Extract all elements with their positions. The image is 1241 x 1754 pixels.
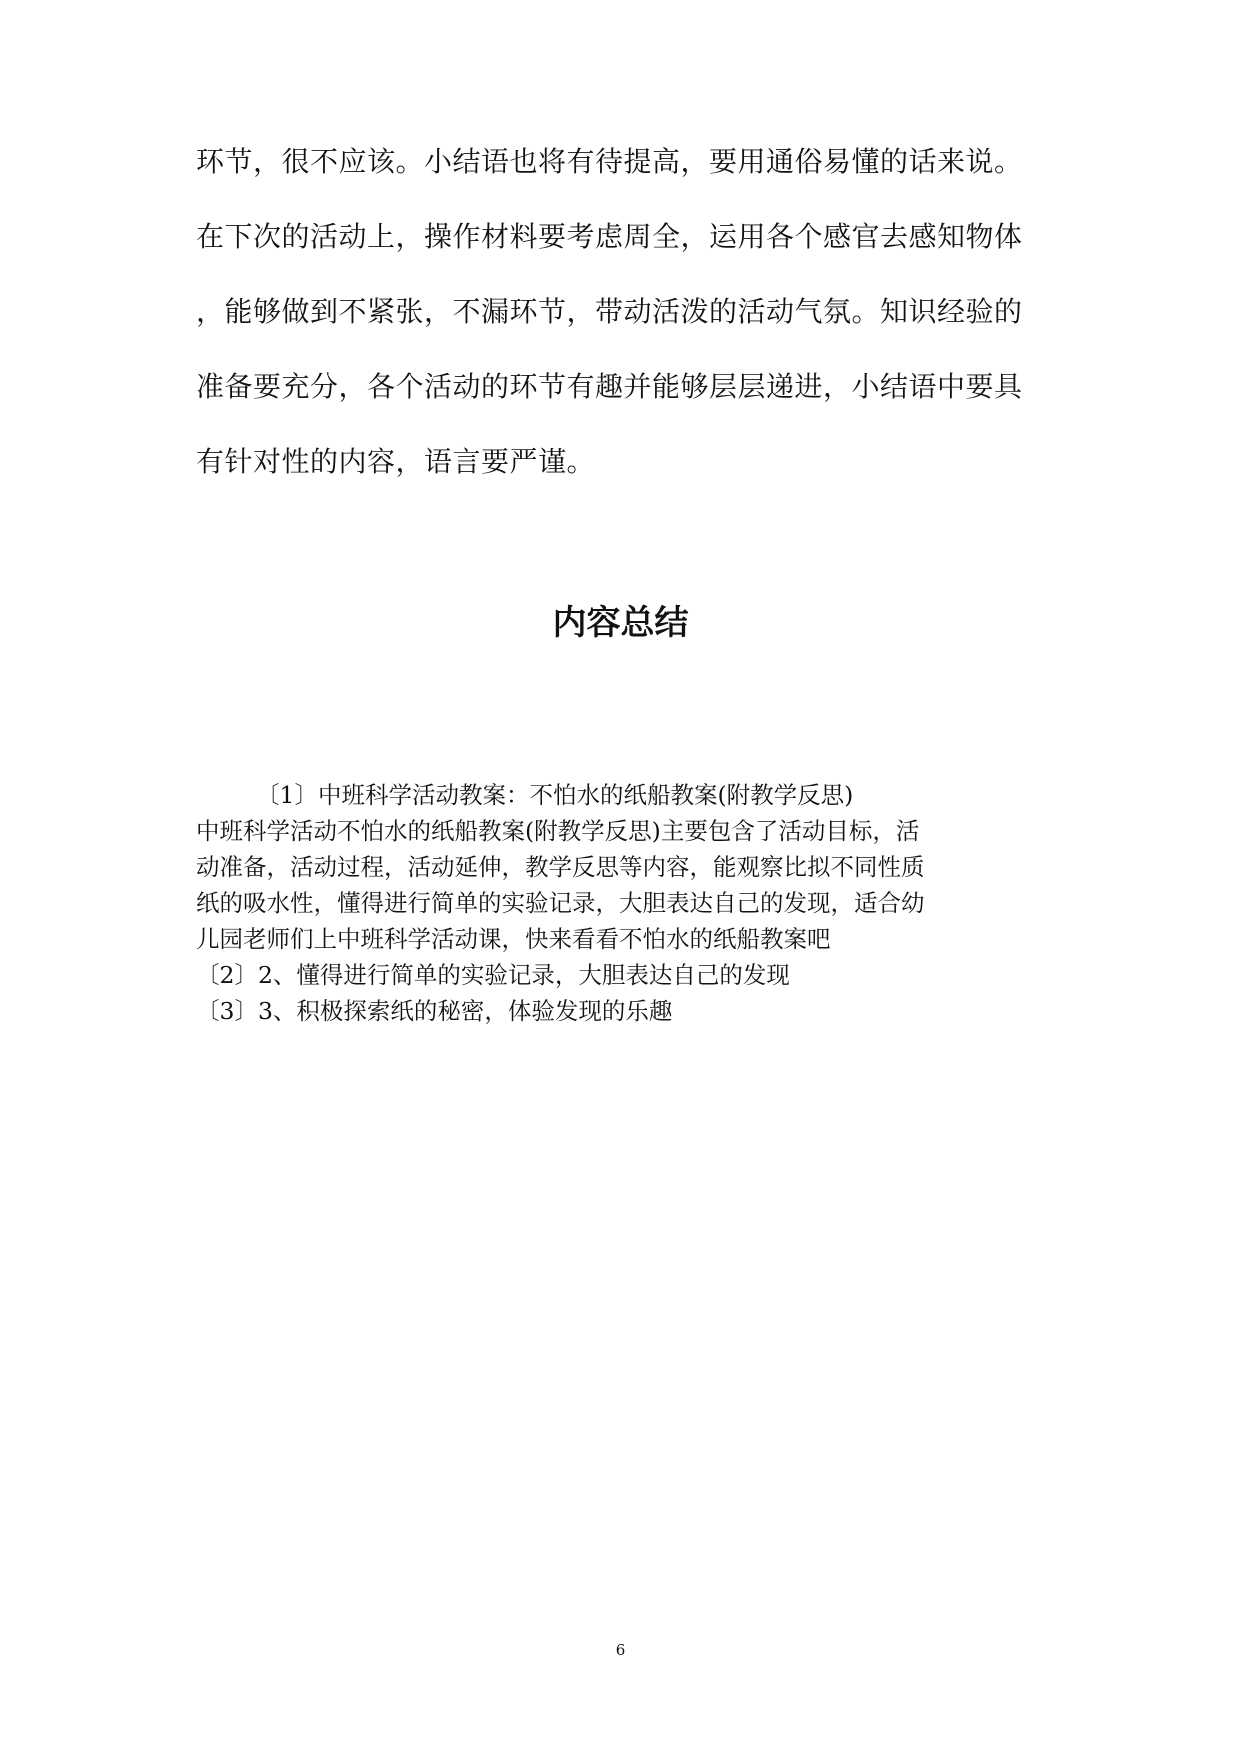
body-line: 有针对性的内容，语言要严谨。 — [196, 445, 596, 478]
body-line: 环节，很不应该。小结语也将有待提高，要用通俗易懂的话来说。 — [196, 145, 1023, 178]
body-paragraph — [196, 145, 1056, 523]
summary-item-1-body-line: 儿园老师们上中班科学活动课，快来看看不怕水的纸船教案吧 — [196, 925, 831, 953]
summary-item-2: 〔2〕2、懂得进行简单的实验记录，大胆表达自己的发现 — [196, 961, 790, 989]
summary-item-1-body-line: 纸的吸水性，懂得进行简单的实验记录，大胆表达自己的发现，适合幼 — [196, 889, 925, 917]
body-line: 在下次的活动上，操作材料要考虑周全，运用各个感官去感知物体 — [196, 220, 1023, 253]
body-line: 准备要充分，各个活动的环节有趣并能够层层递进，小结语中要具 — [196, 370, 1023, 403]
summary-item-3: 〔3〕3、积极探索纸的秘密，体验发现的乐趣 — [196, 997, 673, 1025]
page-number: 6 — [615, 1641, 626, 1659]
summary-item-1-body-line: 中班科学活动不怕水的纸船教案(附教学反思)主要包含了活动目标，活 — [196, 817, 920, 845]
body-line: ，能够做到不紧张，不漏环节，带动活泼的活动气氛。知识经验的 — [196, 295, 1023, 328]
summary-item-1-heading: 〔1〕中班科学活动教案：不怕水的纸船教案(附教学反思) — [256, 781, 854, 809]
section-title: 内容总结 — [552, 603, 689, 643]
summary-list — [196, 783, 1056, 1035]
summary-item-1-body-line: 动准备，活动过程，活动延伸，教学反思等内容，能观察比拟不同性质 — [196, 853, 925, 881]
